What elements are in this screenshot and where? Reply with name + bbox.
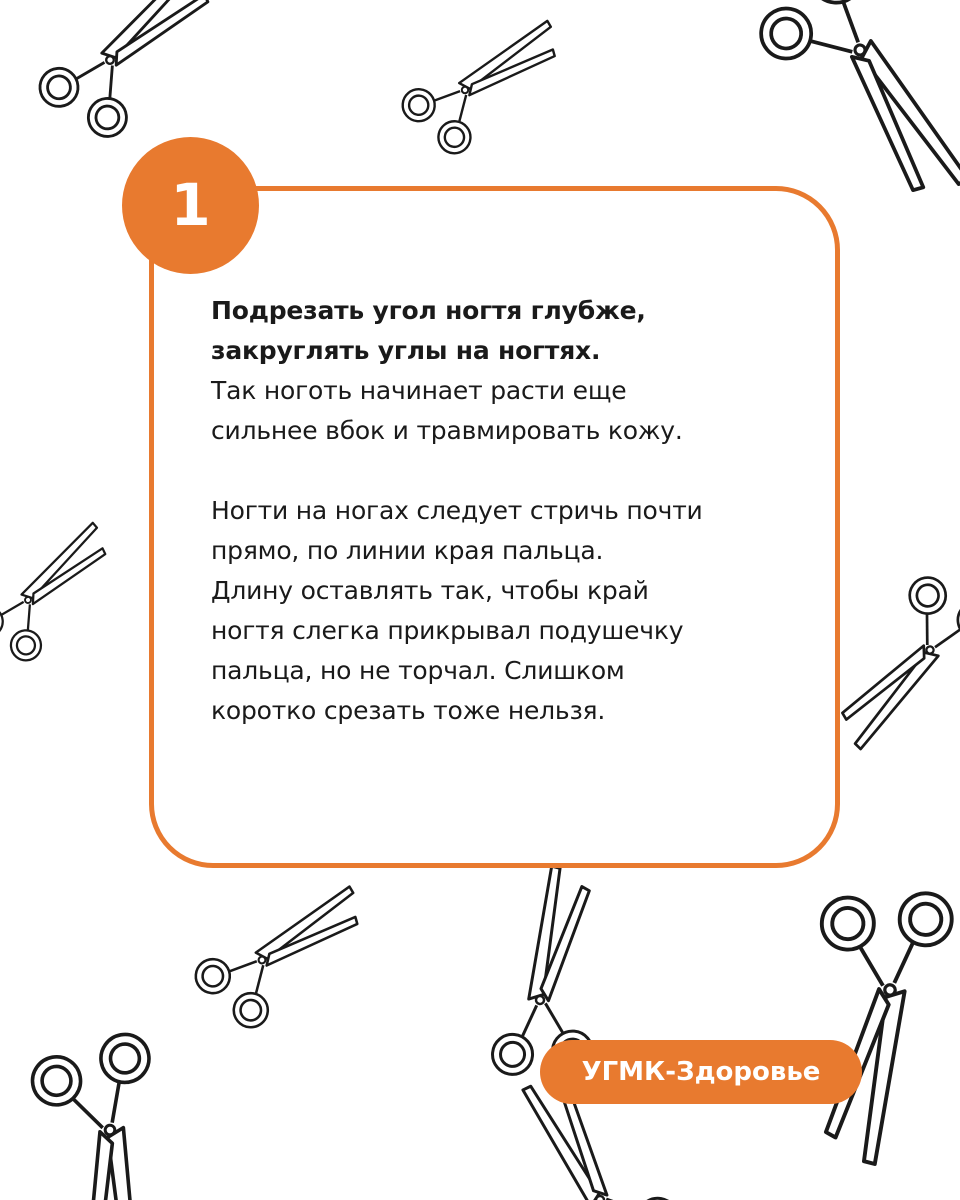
scissors-icon (749, 0, 960, 195)
tip-paragraph-2: Ногти на ногах следует стричь почти прямо, по линии края пальца. Длину оставлять так, чтобы край ногтя слегка прикрывал подушечку пальца, но не торчал. Слишком коротко срезать тоже нельзя. (211, 496, 703, 725)
scissors-icon (716, 847, 960, 1175)
scissors-icon (0, 522, 114, 665)
scissors-icon (30, 0, 219, 142)
tip-text (211, 291, 811, 731)
brand-badge: УГМК-Здоровье (540, 1040, 862, 1104)
scissors-icon (822, 567, 960, 751)
scissors-icon (399, 9, 558, 161)
tip-lead: Подрезать угол ногтя глубже, закруглять углы на ногтях. (211, 296, 646, 365)
tip-paragraph-1: Так ноготь начинает расти еще сильнее вбок и травмировать кожу. (211, 376, 683, 445)
scissors-icon (192, 874, 361, 1036)
step-number-badge: 1 (122, 137, 259, 274)
scissors-icon (0, 1000, 256, 1200)
